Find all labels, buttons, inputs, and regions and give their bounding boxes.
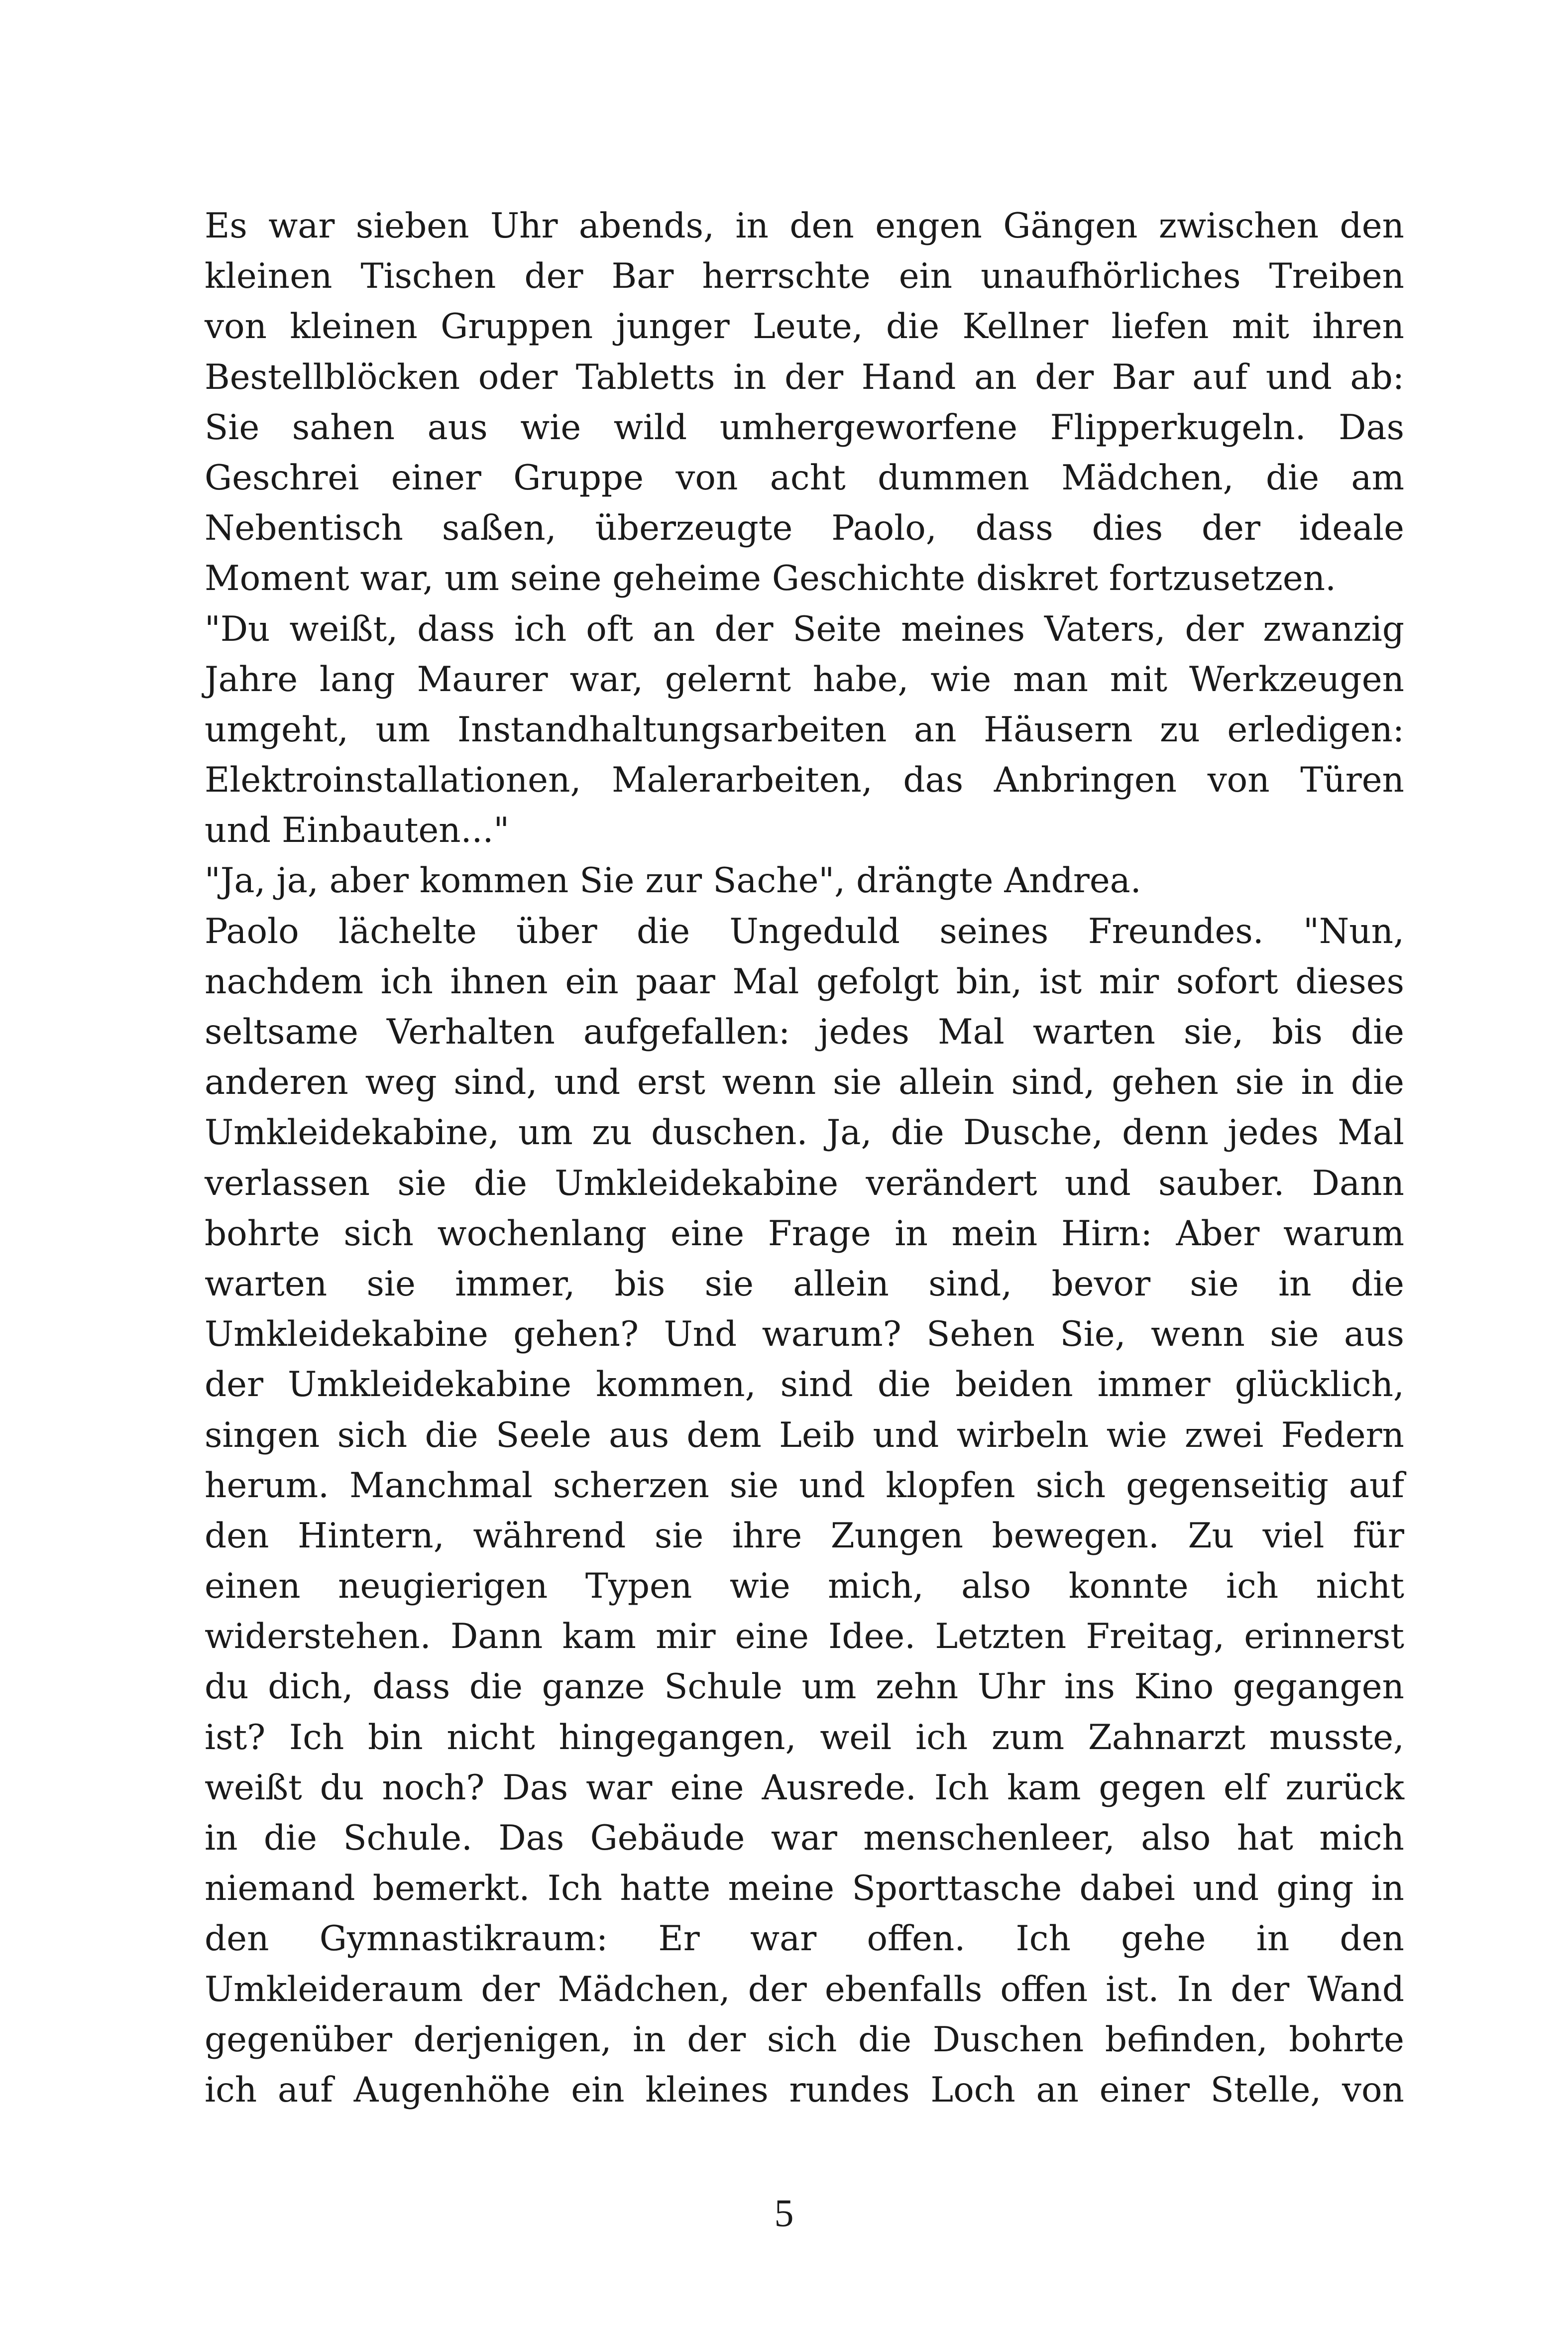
text-line: widerstehen. Dann kam mir eine Idee. Letzten Freitag, erinnerst: [205, 1617, 1404, 1657]
text-line: Geschrei einer Gruppe von acht dummen Mädchen, die am: [205, 458, 1404, 498]
text-line: gegenüber derjenigen, in der sich die Duschen befinden, bohrte: [205, 2019, 1404, 2060]
text-line: kleinen Tischen der Bar herrschte ein unaufhörliches Treiben: [205, 256, 1404, 297]
text-line: den Gymnastikraum: Er war offen. Ich gehe in den: [205, 1919, 1404, 1959]
text-line: Nebentisch saßen, überzeugte Paolo, dass dies der ideale: [205, 508, 1404, 549]
text-line: weißt du noch? Das war eine Ausrede. Ich kam gegen elf zurück: [205, 1767, 1404, 1808]
body-text: [205, 201, 1404, 2116]
text-line: und Einbauten...": [205, 811, 510, 851]
text-line: der Umkleidekabine kommen, sind die beiden immer glücklich,: [205, 1365, 1404, 1405]
text-line: verlassen sie die Umkleidekabine verändert und sauber. Dann: [205, 1163, 1404, 1203]
text-line: Paolo lächelte über die Ungeduld seines Freundes. "Nun,: [205, 911, 1404, 951]
text-line: Umkleidekabine gehen? Und warum? Sehen Sie, wenn sie aus: [205, 1314, 1404, 1355]
text-line: Elektroinstallationen, Malerarbeiten, das Anbringen von Türen: [205, 760, 1404, 801]
text-line: bohrte sich wochenlang eine Frage in mein Hirn: Aber warum: [205, 1213, 1404, 1254]
text-line: herum. Manchmal scherzen sie und klopfen sich gegenseitig auf: [205, 1465, 1404, 1506]
text-line: "Du weißt, dass ich oft an der Seite meines Vaters, der zwanzig: [205, 609, 1404, 649]
text-line: nachdem ich ihnen ein paar Mal gefolgt bin, ist mir sofort dieses: [205, 961, 1404, 1002]
text-line: den Hintern, während sie ihre Zungen bewegen. Zu viel für: [205, 1516, 1404, 1556]
text-line: ist? Ich bin nicht hingegangen, weil ich zum Zahnarzt musste,: [205, 1717, 1404, 1758]
page-number: 5: [774, 2191, 794, 2234]
text-line: in die Schule. Das Gebäude war menschenleer, also hat mich: [205, 1818, 1404, 1858]
text-line: "Ja, ja, aber kommen Sie zur Sache", drängte Andrea.: [205, 861, 1141, 901]
text-line: seltsame Verhalten aufgefallen: jedes Mal warten sie, bis die: [205, 1012, 1404, 1052]
text-line: niemand bemerkt. Ich hatte meine Sporttasche dabei und ging in: [205, 1869, 1404, 1909]
text-line: Umkleideraum der Mädchen, der ebenfalls offen ist. In der Wand: [205, 1969, 1404, 2009]
text-line: warten sie immer, bis sie allein sind, bevor sie in die: [205, 1264, 1404, 1304]
text-line: anderen weg sind, und erst wenn sie allein sind, gehen sie in die: [205, 1062, 1404, 1103]
text-line: umgeht, um Instandhaltungsarbeiten an Häusern zu erledigen:: [205, 709, 1404, 750]
text-line: du dich, dass die ganze Schule um zehn Uhr ins Kino gegangen: [205, 1667, 1404, 1707]
text-line: Jahre lang Maurer war, gelernt habe, wie man mit Werkzeugen: [205, 659, 1404, 700]
text-line: Umkleidekabine, um zu duschen. Ja, die Dusche, denn jedes Mal: [205, 1113, 1404, 1153]
text-line: von kleinen Gruppen junger Leute, die Kellner liefen mit ihren: [205, 307, 1404, 347]
text-line: Bestellblöcken oder Tabletts in der Hand an der Bar auf und ab:: [205, 357, 1404, 397]
text-line: ich auf Augenhöhe ein kleines rundes Loch an einer Stelle, von: [205, 2070, 1404, 2110]
text-line: Es war sieben Uhr abends, in den engen Gängen zwischen den: [205, 206, 1404, 246]
text-line: singen sich die Seele aus dem Leib und wirbeln wie zwei Federn: [205, 1415, 1404, 1455]
text-line: Sie sahen aus wie wild umhergeworfene Flipperkugeln. Das: [205, 407, 1404, 448]
text-line: Moment war, um seine geheime Geschichte diskret fortzusetzen.: [205, 559, 1337, 599]
text-line: einen neugierigen Typen wie mich, also konnte ich nicht: [205, 1566, 1404, 1607]
